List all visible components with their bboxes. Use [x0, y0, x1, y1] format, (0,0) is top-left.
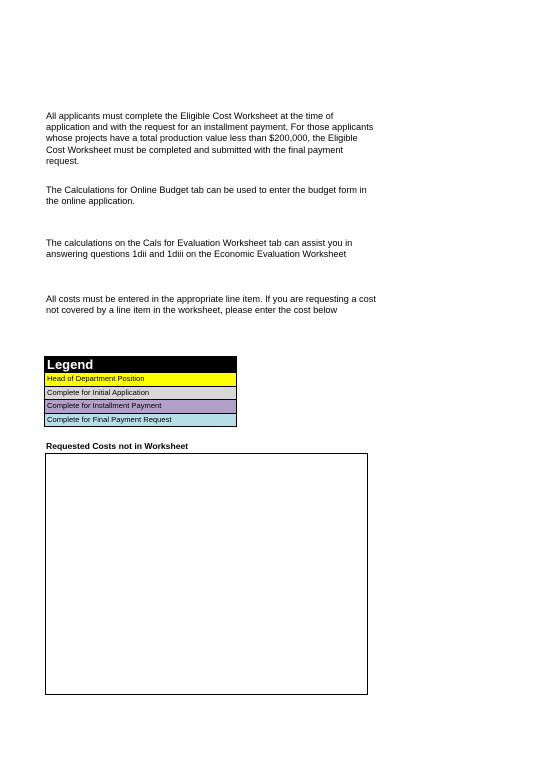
legend — [44, 356, 237, 427]
legend-item-initial-application: Complete for Initial Application — [45, 386, 236, 400]
legend-item-head-of-department: Head of Department Position — [45, 372, 236, 386]
instruction-paragraph-online-budget: The Calculations for Online Budget tab can be used to enter the budget form in the online application. — [46, 185, 367, 207]
instruction-paragraph-evaluation: The calculations on the Cals for Evaluation Worksheet tab can assist you in answering questions 1dii and 1diii on the Economic Evaluation Worksheet — [46, 238, 353, 260]
instruction-paragraph-eligible-cost: All applicants must complete the Eligible Cost Worksheet at the time of application and with the request for an installment payment. For those applicants whose projects have a total production value less than $200,000, the Eligible Cost Worksheet must be completed and submitted with the final payment request. — [46, 111, 374, 166]
legend-item-final-payment-request: Complete for Final Payment Request — [45, 413, 236, 427]
requested-costs-label: Requested Costs not in Worksheet — [46, 441, 189, 451]
legend-item-installment-payment: Complete for Installment Payment — [45, 399, 236, 413]
legend-title: Legend — [45, 357, 236, 372]
requested-costs-input-box[interactable] — [45, 453, 368, 695]
instruction-paragraph-line-items: All costs must be entered in the appropriate line item. If you are requesting a cost not covered by a line item in the worksheet, please enter the cost below — [46, 294, 376, 316]
